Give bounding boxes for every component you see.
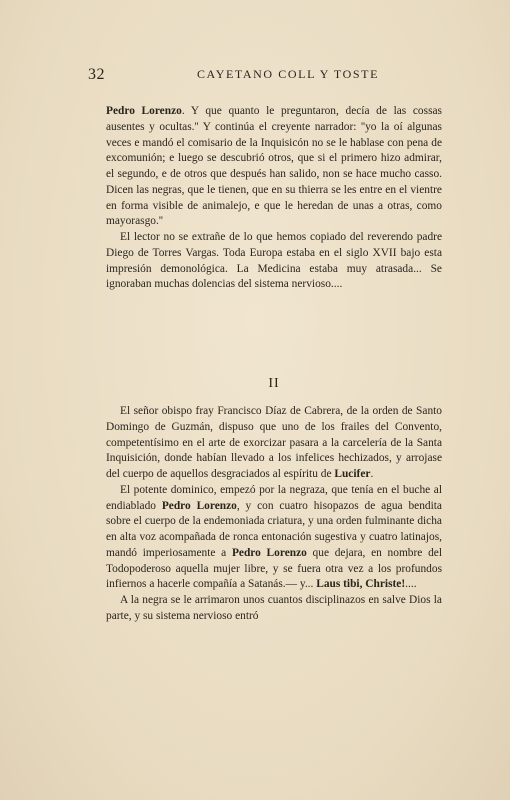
paragraph-4 [106,483,442,593]
paragraph-text: que dejara, en nombre del Todopoderoso aquella mujer libre, y se fuera otra vez a los profundos infiernos a hacerle compañía a Satanás.— y... [106,546,442,591]
bold-name: Pedro Lorenzo [106,105,182,117]
paragraph-1 [106,104,442,230]
paragraph-text: El señor obispo fray Francisco Díaz de Cabrera, de la orden de Santo Domingo de Guzmán, dispuso que uno de los frailes del Convento, competentísimo en el arte de exorcizar pasara a la carcelería de la Santa Inquisición, donde habían llevado a los infelices hechizados, y arrojase del cuerpo de aquellos desgraciados al espíritu de [106,405,442,480]
page-header [88,64,468,88]
text-block-bottom [106,404,442,625]
paragraph-text: . [370,468,374,480]
paragraph-5 [106,593,442,625]
paragraph-2 [106,230,442,293]
paragraph-text: , y con cuatro hisopazos de agua bendita sobre el cuerpo de la endemoniada criatura, y una orden fulminante dicha en alta voz acompañada de ronca entonación sugestiva y cuatro latinajos, mandó imperiosamente a [106,499,442,559]
bold-name: Lucifer [334,468,371,480]
bold-name: Pedro Lorenzo [161,499,237,512]
page-number: 32 [88,66,105,83]
bold-name: Pedro Lorenzo [231,546,307,559]
text-block-top [106,104,442,293]
running-title: CAYETANO COLL Y TOSTE [196,67,380,81]
paragraph-text: .... [405,578,417,591]
paragraph-text: El lector no se extrañe de lo que hemos copiado del reverendo padre Diego de Torres Vargas. Toda Europa estaba en el siglo XVII bajo esta impresión demonológica. La Medicina estaba muy atrasada... Se ignoraban muchas dolencias del sistema nervioso.... [106,231,442,291]
paragraph-text: A la negra se le arrimaron unos cuantos disciplinazos en salve Dios la parte, y su sistema nervioso entró [106,594,442,622]
bold-latin-phrase: Laus tibi, Christe! [316,578,406,591]
paragraph-text: . Y que quanto le preguntaron, decía de las cossas ausentes y ocultas.'' Y continúa el creyente narrador: ''yo la oí algunas veces e mandó el comisario de la Inquisicón no se le hablase con pena de excomunión; e luego se descubrió otros, que si el primero hizo admirar, el segundo, e de otros que después han salido, non se hace mucho casso. Dicen las negras, que le tienen, que en su thierra se les entre en el vientre en forma visible de animalejo, e que le heredan de unas a otras, como mayorasgo.'' [106,105,442,228]
section-heading: II [268,376,280,391]
paragraph-3 [106,404,442,483]
paragraph-text: El potente dominico, empezó por la negraza, que tenía en el buche al endiablado [106,483,442,512]
